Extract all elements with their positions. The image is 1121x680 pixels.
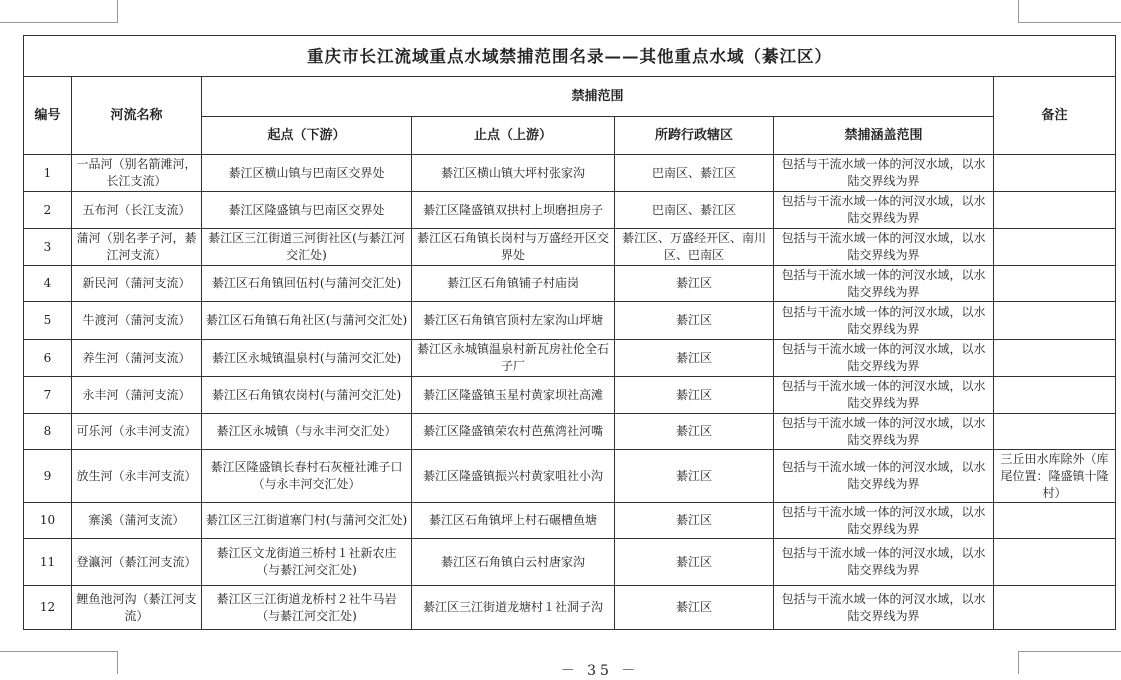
river-name: 养生河（蒲河支流） (72, 340, 202, 377)
districts: 綦江区 (615, 377, 774, 414)
districts: 綦江区 (615, 302, 774, 340)
end-point: 綦江区横山镇大坪村张家沟 (412, 155, 615, 192)
start-point: 綦江区三江街道三河街社区(与綦江河交汇处) (202, 229, 412, 266)
river-name: 牛渡河（蒲河支流） (72, 302, 202, 340)
remarks (994, 503, 1116, 539)
row-number: 4 (24, 266, 72, 302)
header-river-name: 河流名称 (72, 77, 202, 155)
coverage: 包括与干流水域一体的河汊水域，以水陆交界线为界 (774, 586, 994, 630)
start-point: 綦江区石角镇回伍村(与蒲河交汇处) (202, 266, 412, 302)
row-number: 3 (24, 229, 72, 266)
end-point: 綦江区永城镇温泉村新瓦房社伦全石子厂 (412, 340, 615, 377)
end-point: 綦江区石角镇长岗村与万盛经开区交界处 (412, 229, 615, 266)
header-ban-scope: 禁捕范围 (202, 77, 994, 117)
end-point: 綦江区石角镇坪上村石碾槽鱼塘 (412, 503, 615, 539)
page-number: － 35 － (560, 663, 640, 679)
districts: 綦江区、万盛经开区、南川区、巴南区 (615, 229, 774, 266)
row-number: 1 (24, 155, 72, 192)
start-point: 綦江区石角镇石角社区(与蒲河交汇处) (202, 302, 412, 340)
river-name: 永丰河（蒲河支流） (72, 377, 202, 414)
row-number: 5 (24, 302, 72, 340)
coverage: 包括与干流水域一体的河汊水域，以水陆交界线为界 (774, 377, 994, 414)
row-number: 12 (24, 586, 72, 630)
districts: 綦江区 (615, 503, 774, 539)
crop-mark-bottom-right (1018, 651, 1121, 674)
remarks (994, 414, 1116, 450)
row-number: 6 (24, 340, 72, 377)
districts: 綦江区 (615, 450, 774, 503)
districts: 綦江区 (615, 266, 774, 302)
header-start: 起点（下游） (202, 117, 412, 155)
end-point: 綦江区隆盛镇振兴村黄家咀社小沟 (412, 450, 615, 503)
row-number: 10 (24, 503, 72, 539)
end-point: 綦江区隆盛镇荣农村芭蕉湾社河嘴 (412, 414, 615, 450)
end-point: 綦江区石角镇官顶村左家沟山坪塘 (412, 302, 615, 340)
crop-mark-top-right (1018, 0, 1121, 23)
table-row (24, 302, 1116, 340)
coverage: 包括与干流水域一体的河汊水域，以水陆交界线为界 (774, 155, 994, 192)
header-districts: 所跨行政辖区 (615, 117, 774, 155)
remarks (994, 539, 1116, 586)
table-row (24, 266, 1116, 302)
coverage: 包括与干流水域一体的河汊水域，以水陆交界线为界 (774, 539, 994, 586)
table-row (24, 539, 1116, 586)
table-row (24, 155, 1116, 192)
start-point: 綦江区横山镇与巴南区交界处 (202, 155, 412, 192)
river-name: 登瀛河（綦江河支流） (72, 539, 202, 586)
end-point: 綦江区石角镇铺子村庙岗 (412, 266, 615, 302)
end-point: 綦江区石角镇白云村唐家沟 (412, 539, 615, 586)
table-row (24, 586, 1116, 630)
coverage: 包括与干流水域一体的河汊水域，以水陆交界线为界 (774, 229, 994, 266)
end-point: 綦江区隆盛镇双拱村上坝磨担房子 (412, 192, 615, 229)
districts: 綦江区 (615, 539, 774, 586)
header-no: 编号 (24, 77, 72, 155)
districts: 綦江区 (615, 586, 774, 630)
row-number: 8 (24, 414, 72, 450)
coverage: 包括与干流水域一体的河汊水域，以水陆交界线为界 (774, 192, 994, 229)
remarks (994, 586, 1116, 630)
coverage: 包括与干流水域一体的河汊水域，以水陆交界线为界 (774, 450, 994, 503)
start-point: 綦江区永城镇（与永丰河交汇处） (202, 414, 412, 450)
river-name: 寨溪（蒲河支流） (72, 503, 202, 539)
river-name: 蒲河（别名孝子河，綦江河支流） (72, 229, 202, 266)
remarks (994, 266, 1116, 302)
end-point: 綦江区三江街道龙塘村１社洞子沟 (412, 586, 615, 630)
table-row (24, 192, 1116, 229)
row-number: 2 (24, 192, 72, 229)
river-name: 一品河（别名箭滩河，长江支流） (72, 155, 202, 192)
start-point: 綦江区隆盛镇与巴南区交界处 (202, 192, 412, 229)
start-point: 綦江区永城镇温泉村(与蒲河交汇处) (202, 340, 412, 377)
remarks (994, 155, 1116, 192)
start-point: 綦江区石角镇农岗村(与蒲河交汇处) (202, 377, 412, 414)
districts: 巴南区、綦江区 (615, 192, 774, 229)
row-number: 11 (24, 539, 72, 586)
row-number: 9 (24, 450, 72, 503)
table-row (24, 377, 1116, 414)
coverage: 包括与干流水域一体的河汊水域，以水陆交界线为界 (774, 340, 994, 377)
header-coverage: 禁捕涵盖范围 (774, 117, 994, 155)
table-row (24, 503, 1116, 539)
table-row (24, 414, 1116, 450)
river-name: 可乐河（永丰河支流） (72, 414, 202, 450)
table-title: 重庆市长江流域重点水域禁捕范围名录——其他重点水域（綦江区） (24, 36, 1116, 77)
coverage: 包括与干流水域一体的河汊水域，以水陆交界线为界 (774, 302, 994, 340)
river-name: 五布河（长江支流） (72, 192, 202, 229)
river-name: 放生河（永丰河支流） (72, 450, 202, 503)
districts: 巴南区、綦江区 (615, 155, 774, 192)
districts: 綦江区 (615, 414, 774, 450)
crop-mark-bottom-left (0, 651, 118, 674)
row-number: 7 (24, 377, 72, 414)
coverage: 包括与干流水域一体的河汊水域，以水陆交界线为界 (774, 266, 994, 302)
coverage: 包括与干流水域一体的河汊水域，以水陆交界线为界 (774, 503, 994, 539)
river-name: 鲤鱼池河沟（綦江河支流） (72, 586, 202, 630)
start-point: 綦江区文龙街道三桥村１社新农庄（与綦江河交汇处) (202, 539, 412, 586)
remarks: 三丘田水库除外（库尾位置：隆盛镇十隆村） (994, 450, 1116, 503)
remarks (994, 377, 1116, 414)
header-end: 止点（上游） (412, 117, 615, 155)
remarks (994, 302, 1116, 340)
remarks (994, 340, 1116, 377)
start-point: 綦江区三江街道龙桥村２社牛马岩（与綦江河交汇处) (202, 586, 412, 630)
coverage: 包括与干流水域一体的河汊水域，以水陆交界线为界 (774, 414, 994, 450)
header-remarks: 备注 (994, 77, 1116, 155)
remarks (994, 192, 1116, 229)
remarks (994, 229, 1116, 266)
table-row (24, 450, 1116, 503)
fishing-ban-table (23, 35, 1116, 630)
start-point: 綦江区隆盛镇长春村石灰桠社滩子口（与永丰河交汇处） (202, 450, 412, 503)
table-row (24, 229, 1116, 266)
crop-mark-top-left (0, 0, 118, 23)
river-name: 新民河（蒲河支流） (72, 266, 202, 302)
table-row (24, 340, 1116, 377)
start-point: 綦江区三江街道寨门村(与蒲河交汇处) (202, 503, 412, 539)
districts: 綦江区 (615, 340, 774, 377)
end-point: 綦江区隆盛镇玉星村黄家坝社高滩 (412, 377, 615, 414)
